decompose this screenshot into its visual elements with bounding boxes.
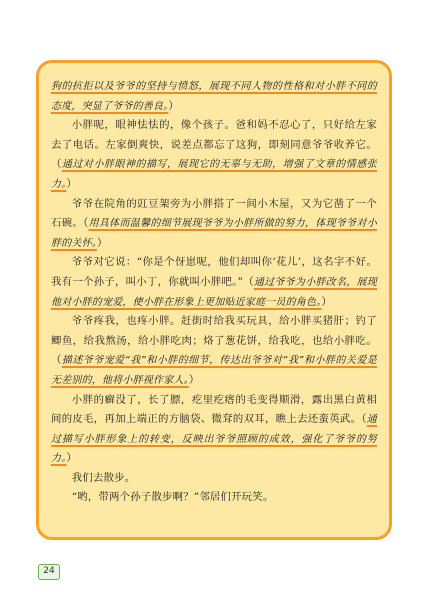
paragraph-text-end: ） — [168, 99, 179, 112]
paragraph — [51, 312, 377, 390]
paragraph-text: 爷爷对它说：“你是个伢崽呢，他们却叫你‘花儿’，这名字不好。我有一个孙子，叫小丁，你就叫小胖吧。”（ — [51, 256, 377, 288]
paragraph — [51, 116, 377, 194]
page-number: 24 — [38, 564, 60, 580]
text-card — [36, 60, 392, 540]
paragraph — [51, 488, 377, 508]
annotation-note: 通过描写小胖形象上的转变，反映出爷爷照顾的成效，强化了爷爷的努力。 — [51, 414, 377, 465]
paragraph — [51, 195, 377, 254]
paragraph-text-end: ） — [97, 236, 108, 249]
paragraph-text: 小胖的癣没了，长了膘，疙里疙瘩的毛变得顺滑，露出黑白黄相间的皮毛，再加上端正的方脑袋、微耷的双耳，瞧上去还蛮英武。（ — [51, 393, 377, 426]
paragraph-text-end: ） — [66, 452, 77, 465]
paragraph-text: “哟，带两个孙子散步啊？”邻居们开玩笑。 — [71, 491, 274, 504]
paragraph-text-end: ） — [188, 373, 200, 386]
annotation-note: 通过爷爷为小胖改名，展现他对小胖的宠爱，使小胖在形象上更加贴近家庭一员的角色。 — [51, 276, 377, 308]
annotation-note: 通过对小胖眼神的描写，展现它的无辜与无助，增强了文章的情感张力。 — [51, 159, 377, 190]
paragraph — [51, 77, 377, 116]
paragraph-text: 我们去散步。 — [71, 471, 136, 484]
paragraph — [51, 469, 377, 489]
annotation-note: 用具体而温馨的细节展现爷爷为小胖所做的努力，体现爷爷对小胖的关怀。 — [51, 218, 377, 249]
paragraph-text-end: ） — [66, 177, 77, 190]
paragraph-text: 爷爷在院角的豇豆架旁为小胖搭了一间小木屋，又为它凿了一个石碗。（ — [51, 197, 377, 230]
paragraph — [51, 253, 377, 312]
paragraph — [51, 391, 377, 469]
paragraph-text: 爷爷疼我，也疼小胖。赶街时给我买玩具，给小胖买猪肝；钓了鲫鱼，给我熬汤，给小胖吃肉；烙了葱花饼，给我吃，也给小胖吃。（ — [51, 315, 377, 367]
annotation-note: 描述爷爷宠爱“我”和小胖的细节，传达出爷爷对“我”和小胖的关爱是无差别的，他将小胖视作家人。 — [51, 355, 378, 386]
paragraph-text-end: ） — [321, 295, 332, 308]
annotation-note: 狗的抗拒以及爷爷的坚持与愤怒，展现不同人物的性格和对小胖不同的态度，突显了爷爷的善良。 — [51, 81, 377, 112]
paragraph-text: 小胖呢，眼神怯怯的，像个孩子。爸和妈不忍心了，只好给左家去了电话。左家倒爽快，说差点都忘了这狗，即刻同意爷爷收养它。（ — [51, 119, 377, 171]
